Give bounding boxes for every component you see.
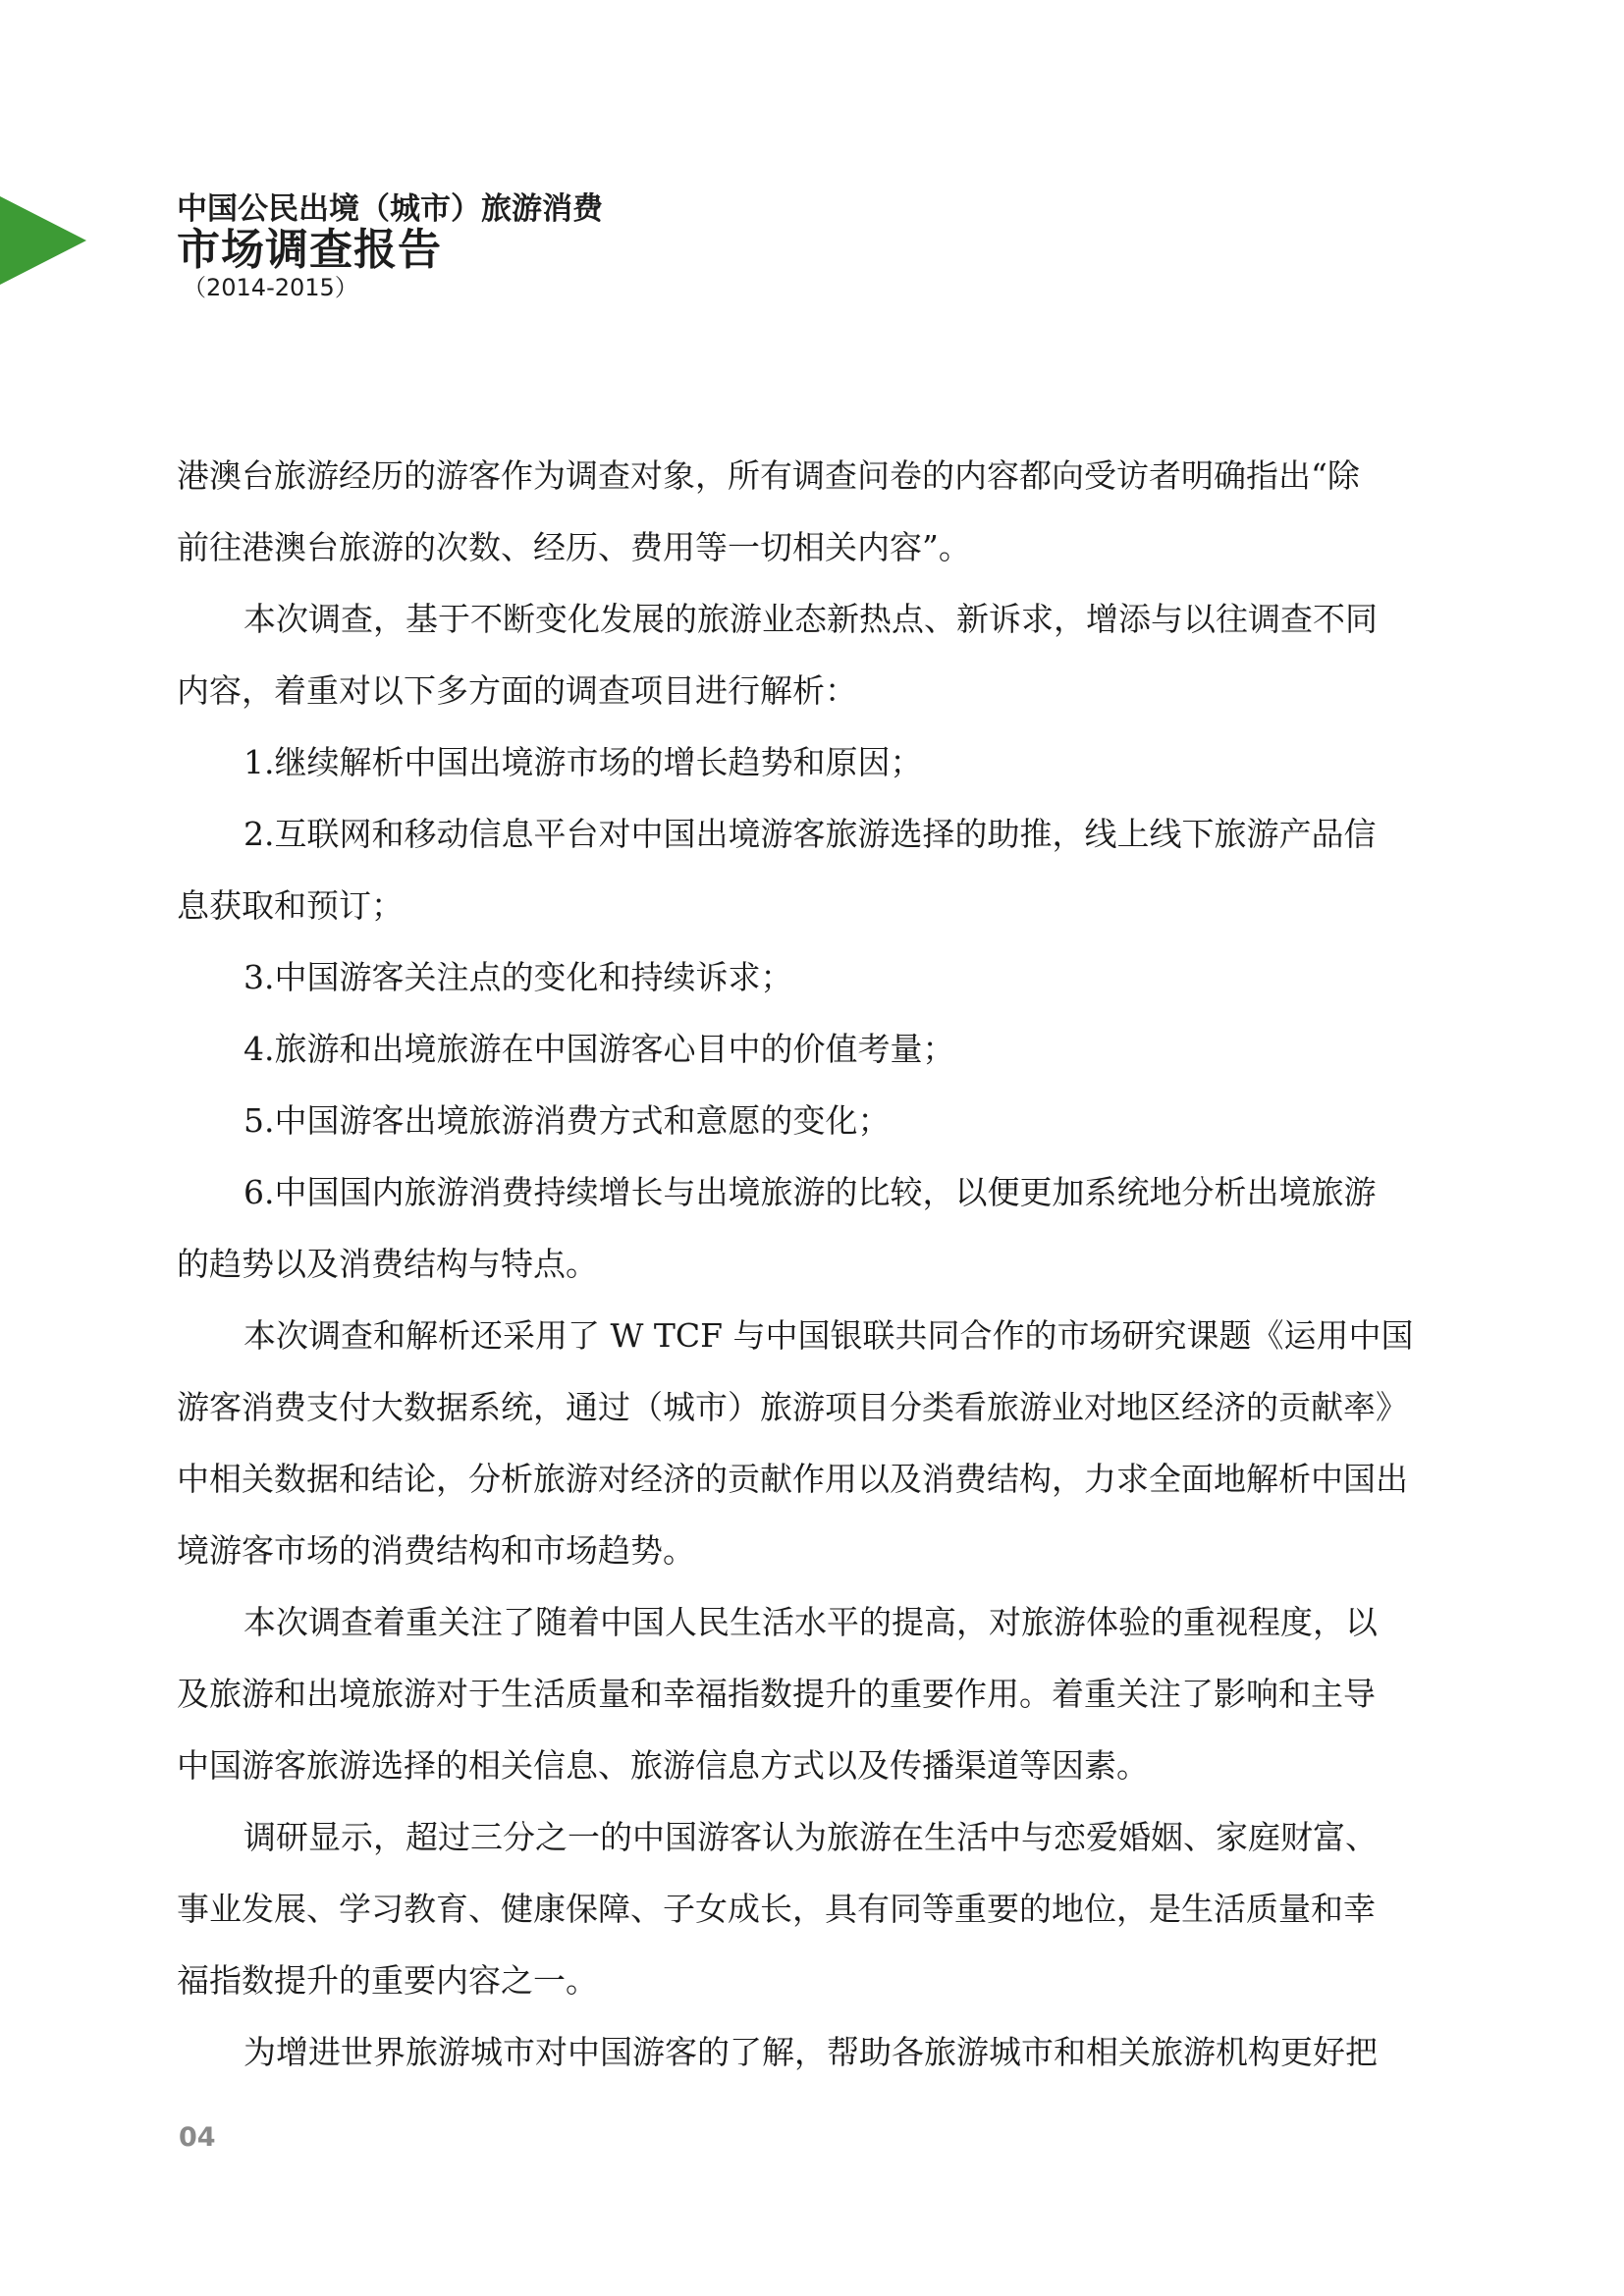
text-line: 调研显示，超过三分之一的中国游客认为旅游在生活中与恋爱婚姻、家庭财富、 (244, 1818, 1378, 1856)
body-text (177, 440, 1417, 2088)
text-line: 境游客市场的消费结构和市场趋势。 (177, 1531, 695, 1570)
text-line: 中国游客旅游选择的相关信息、旅游信息方式以及传播渠道等因素。 (177, 1746, 1149, 1785)
text-line: 中相关数据和结论，分析旅游对经济的贡献作用以及消费结构，力求全面地解析中国出 (177, 1460, 1408, 1498)
page-number: 04 (179, 2122, 216, 2153)
list-item: 5.中国游客出境旅游消费方式和意愿的变化； (244, 1101, 891, 1140)
text-line: 内容，着重对以下多方面的调查项目进行解析： (177, 671, 857, 710)
list-item: 3.中国游客关注点的变化和持续诉求； (244, 958, 793, 996)
header-text-block (177, 191, 603, 301)
list-item: 4.旅游和出境旅游在中国游客心目中的价值考量； (244, 1030, 955, 1068)
list-item: 6.中国国内旅游消费持续增长与出境旅游的比较，以便更加系统地分析出境旅游 (244, 1173, 1377, 1211)
text-line: 本次调查和解析还采用了 W TCF 与中国银联共同合作的市场研究课题《运用中国 (244, 1316, 1414, 1355)
text-line: 本次调查，基于不断变化发展的旅游业态新热点、新诉求，增添与以往调查不同 (244, 600, 1378, 638)
text-line: 为增进世界旅游城市对中国游客的了解，帮助各旅游城市和相关旅游机构更好把 (244, 2033, 1378, 2071)
report-title-line1: 中国公民出境（城市）旅游消费 (177, 191, 603, 227)
list-item: 1.继续解析中国出境游市场的增长趋势和原因； (244, 743, 923, 781)
text-line: 前往港澳台旅游的次数、经历、费用等一切相关内容”。 (177, 528, 971, 566)
text-line: 的趋势以及消费结构与特点。 (177, 1245, 598, 1283)
text-line: 福指数提升的重要内容之一。 (177, 1961, 598, 2000)
report-title-line2: 市场调查报告 (177, 225, 442, 275)
text-line: 本次调查着重关注了随着中国人民生活水平的提高，对旅游体验的重视程度，以 (244, 1603, 1378, 1641)
green-triangle-icon (0, 196, 86, 285)
green-triangle-shape (0, 196, 86, 285)
text-line: 息获取和预订； (177, 886, 404, 925)
report-header (0, 191, 884, 309)
text-line: 及旅游和出境旅游对于生活质量和幸福指数提升的重要作用。着重关注了影响和主导 (177, 1675, 1376, 1713)
text-line: 事业发展、学习教育、健康保障、子女成长，具有同等重要的地位，是生活质量和幸 (177, 1890, 1376, 1928)
text-line: 游客消费支付大数据系统，通过（城市）旅游项目分类看旅游业对地区经济的贡献率》 (177, 1388, 1408, 1426)
list-item: 2.互联网和移动信息平台对中国出境游客旅游选择的助推，线上线下旅游产品信 (244, 815, 1377, 853)
report-year-range: （2014-2015） (183, 274, 358, 301)
text-line: 港澳台旅游经历的游客作为调查对象，所有调查问卷的内容都向受访者明确指出“除 (177, 456, 1360, 495)
